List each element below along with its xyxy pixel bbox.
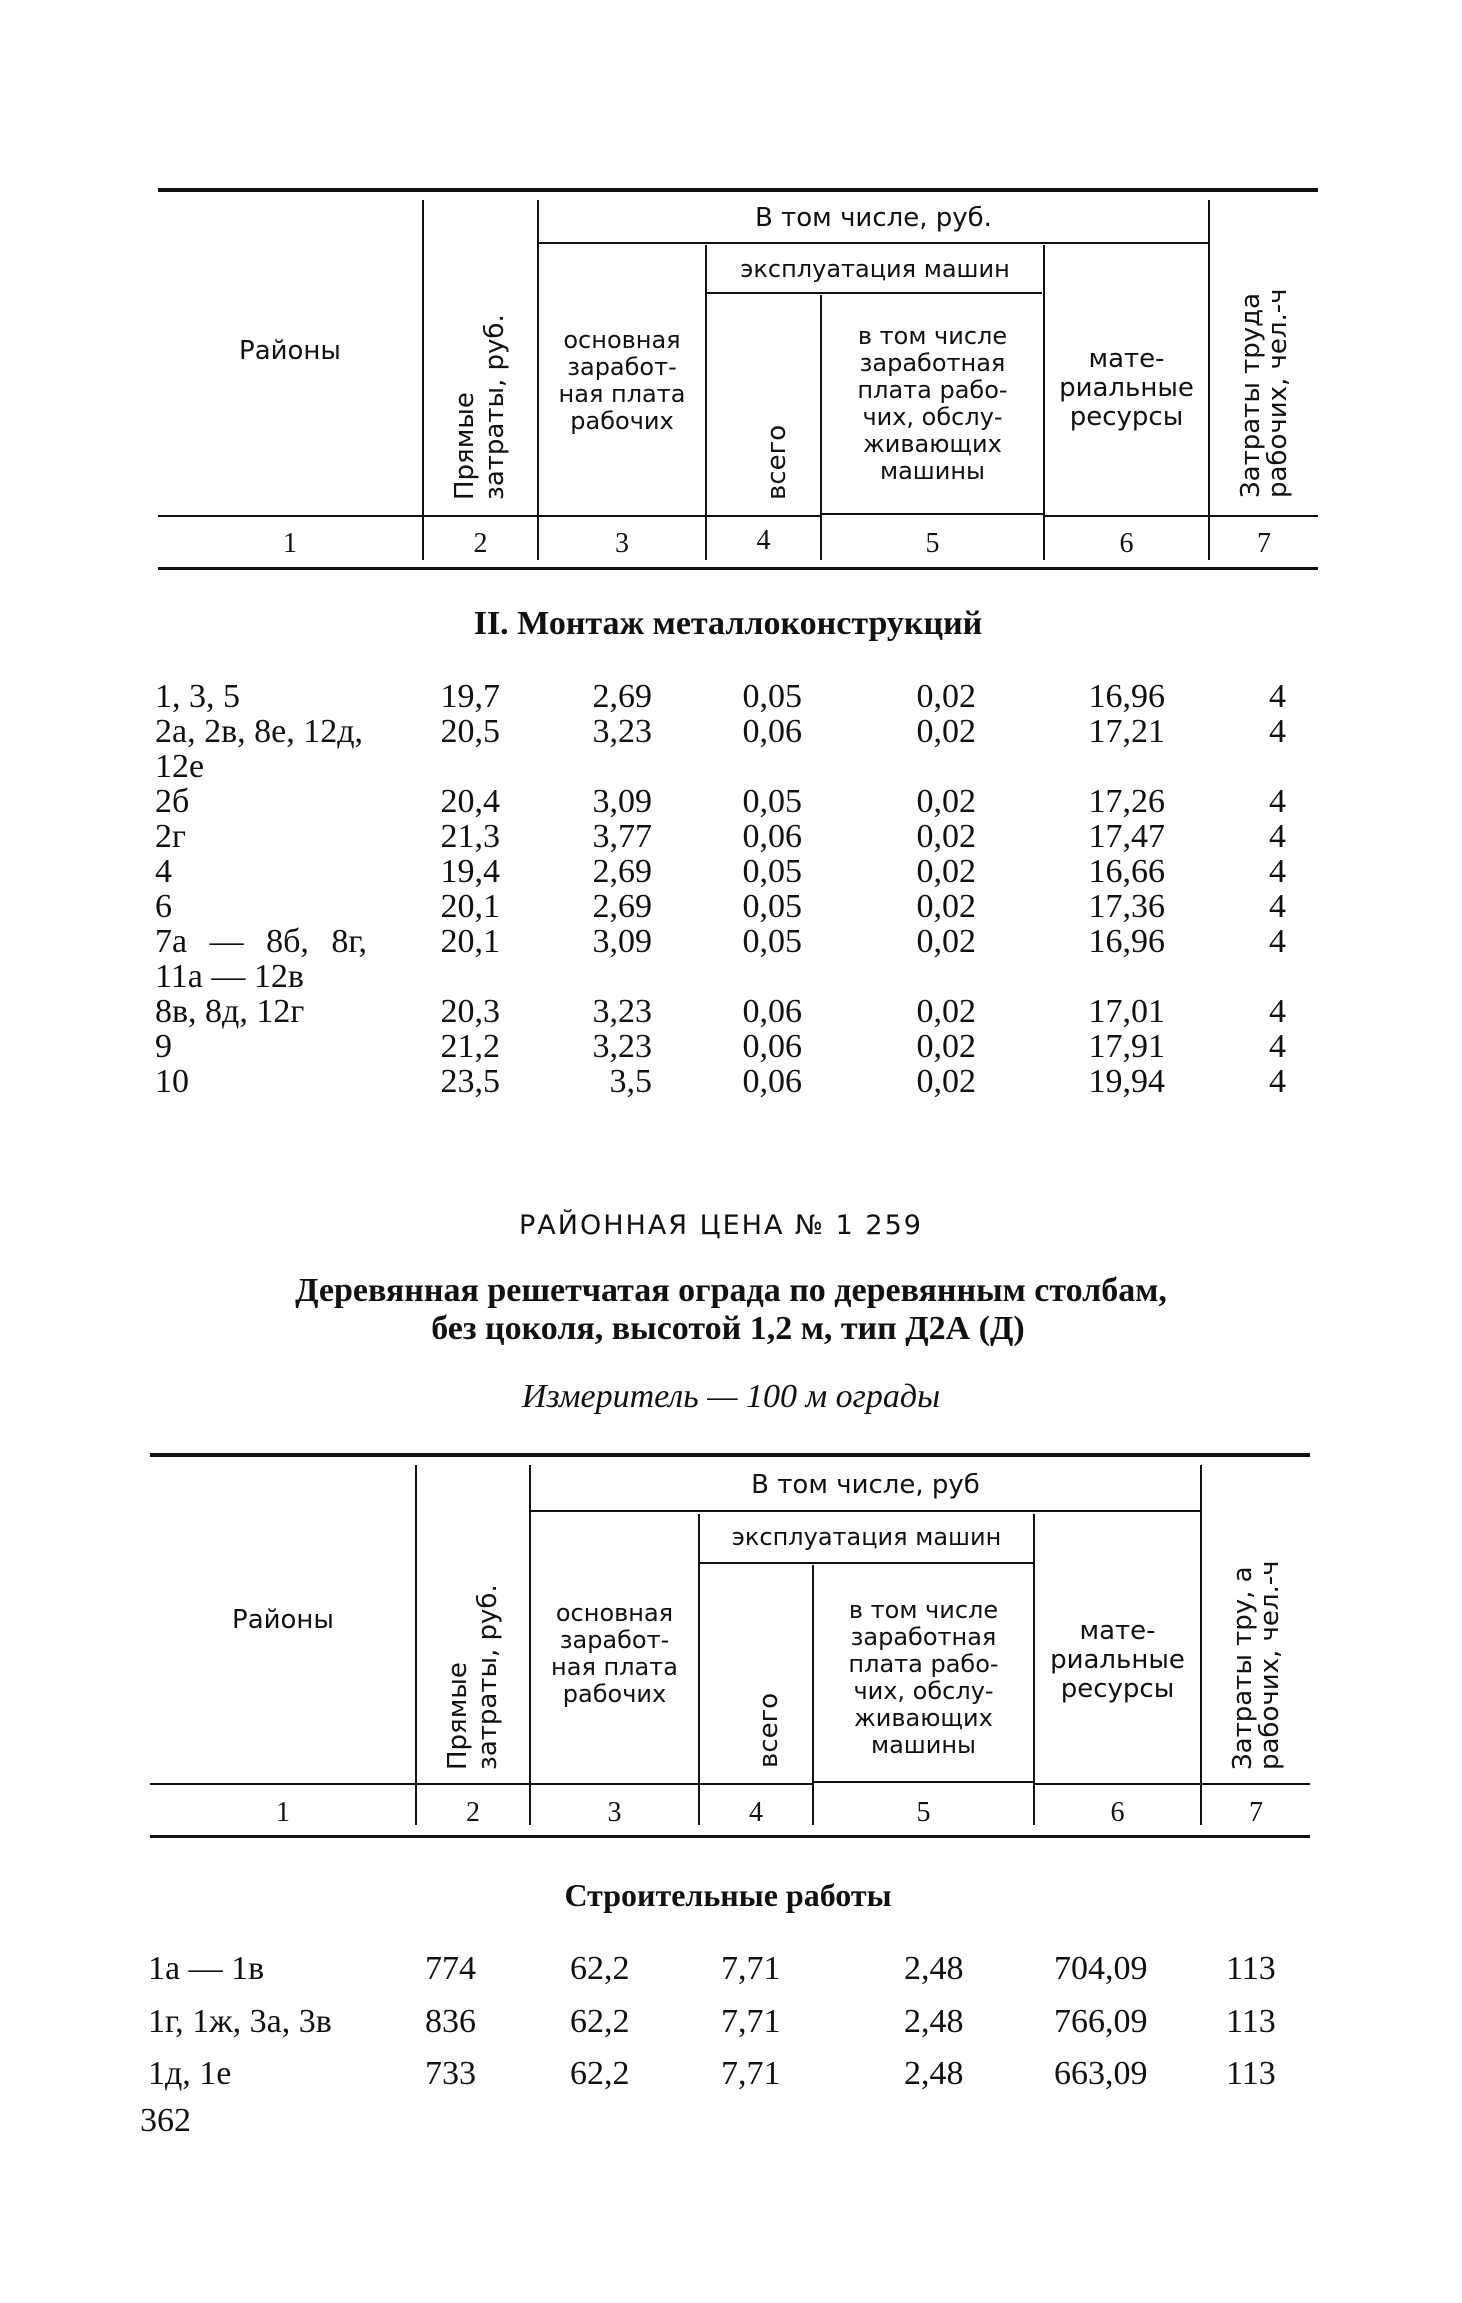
header-vsego: всего xyxy=(762,424,792,500)
cell-materialnye: 16,96 xyxy=(1088,923,1165,960)
cell-materialnye: 19,94 xyxy=(1088,1063,1165,1100)
col2-num-2: 2 xyxy=(466,1797,480,1828)
cell-zatraty-truda: 4 xyxy=(1269,783,1286,820)
cell-rayon: 1д, 1е xyxy=(148,2055,232,2092)
cell-osnovnaya: 62,2 xyxy=(570,1950,630,1987)
cell-materialnye: 17,47 xyxy=(1088,818,1165,855)
cell-vsego: 0,06 xyxy=(742,1063,802,1100)
cell-vsego: 0,05 xyxy=(742,783,802,820)
header2-vsego: всего xyxy=(754,1692,784,1768)
table-row xyxy=(0,678,1462,714)
cell-materialnye: 17,21 xyxy=(1088,713,1165,750)
cell-pryamye: 20,1 xyxy=(440,888,500,925)
cell-osnovnaya: 3,09 xyxy=(592,783,652,820)
cell-zatraty-truda: 4 xyxy=(1269,1063,1286,1100)
header2-ekspluatatsiya: эксплуатация машин xyxy=(731,1523,1002,1551)
cell-osnovnaya: 3,23 xyxy=(592,1028,652,1065)
cell-rayon-cont: 12е xyxy=(155,748,205,785)
cell-rayon: 2г xyxy=(155,818,186,855)
table-row xyxy=(0,853,1462,889)
header-v-tom-chisle-zarplata: в том числе заработная плата рабо- чих, обслу- живающих машины xyxy=(857,322,1008,485)
cell-pryamye: 20,3 xyxy=(440,993,500,1030)
cell-pryamye: 21,3 xyxy=(440,818,500,855)
table-row-continuation xyxy=(0,748,1462,784)
cell-zatraty-truda: 113 xyxy=(1226,2055,1276,2092)
cell-vsego: 0,06 xyxy=(742,1028,802,1065)
cell-pryamye: 774 xyxy=(425,1950,476,1987)
cell-pryamye: 836 xyxy=(425,2003,476,2040)
cell-pryamye: 20,4 xyxy=(440,783,500,820)
cell-zatraty-truda: 113 xyxy=(1226,1950,1276,1987)
cell-zatraty-truda: 113 xyxy=(1226,2003,1276,2040)
cell-rayon: 6 xyxy=(155,888,172,925)
cell-pryamye: 23,5 xyxy=(440,1063,500,1100)
col-num-7: 7 xyxy=(1257,528,1271,559)
cell-osnovnaya: 2,69 xyxy=(592,678,652,715)
col-num-6: 6 xyxy=(1119,528,1134,559)
cell-materialnye: 17,26 xyxy=(1088,783,1165,820)
cell-zarplata-mashin: 2,48 xyxy=(904,2003,964,2040)
cell-zatraty-truda: 4 xyxy=(1269,678,1286,715)
cell-zatraty-truda: 4 xyxy=(1269,818,1286,855)
cell-rayon: 7а — 8б, 8г, xyxy=(155,923,367,960)
cell-rayon: 4 xyxy=(155,853,172,890)
cell-zarplata-mashin: 0,02 xyxy=(916,888,976,925)
header-v-tom-chisle: В том числе, руб. xyxy=(755,203,992,233)
col2-num-5: 5 xyxy=(916,1797,931,1828)
price-title-line2: без цоколя, высотой 1,2 м, тип Д2А (Д) xyxy=(431,1310,1025,1347)
cell-materialnye: 17,36 xyxy=(1088,888,1165,925)
cell-zarplata-mashin: 0,02 xyxy=(916,853,976,890)
header2-v-tom-chisle-zarplata: в том числе заработная плата рабо- чих, обслу- живающих машины xyxy=(848,1596,999,1759)
cell-rayon: 2б xyxy=(155,783,190,820)
cell-zarplata-mashin: 2,48 xyxy=(904,1950,964,1987)
header2-materialnye: мате- риальные ресурсы xyxy=(1050,1616,1185,1704)
cell-vsego: 7,71 xyxy=(721,2055,781,2092)
col-num-4: 4 xyxy=(756,525,771,556)
cell-pryamye: 19,4 xyxy=(440,853,500,890)
cell-vsego: 0,05 xyxy=(742,678,802,715)
cell-materialnye: 704,09 xyxy=(1054,1950,1148,1987)
cell-zarplata-mashin: 0,02 xyxy=(916,713,976,750)
cell-vsego: 0,06 xyxy=(742,993,802,1030)
table-row-continuation xyxy=(0,958,1462,994)
cell-pryamye: 19,7 xyxy=(440,678,500,715)
cell-rayon: 1г, 1ж, 3а, 3в xyxy=(148,2003,332,2040)
page-number: 362 xyxy=(140,2102,191,2139)
cell-vsego: 7,71 xyxy=(721,2003,781,2040)
price-measure: Измеритель — 100 м ограды xyxy=(521,1378,941,1415)
cell-rayon: 2а, 2в, 8е, 12д, xyxy=(155,713,364,750)
header-pryamye: Прямые затраты, руб. xyxy=(450,314,510,500)
cell-zatraty-truda: 4 xyxy=(1269,1028,1286,1065)
cell-materialnye: 766,09 xyxy=(1054,2003,1148,2040)
cell-vsego: 0,05 xyxy=(742,923,802,960)
header-materialnye: мате- риальные ресурсы xyxy=(1059,344,1194,432)
col-num-1: 1 xyxy=(283,528,297,559)
header2-rayony: Районы xyxy=(232,1605,334,1635)
cell-pryamye: 733 xyxy=(425,2055,476,2092)
cell-zarplata-mashin: 0,02 xyxy=(916,678,976,715)
cell-rayon-cont: 11а — 12в xyxy=(155,958,304,995)
cell-materialnye: 17,91 xyxy=(1088,1028,1165,1065)
header2-zatraty-truda: Затраты тру, а рабочих, чел.-ч xyxy=(1228,1560,1285,1770)
price-label: РАЙОННАЯ ЦЕНА № 1 259 xyxy=(519,1210,923,1241)
cell-vsego: 0,05 xyxy=(742,853,802,890)
cell-pryamye: 21,2 xyxy=(440,1028,500,1065)
cell-zatraty-truda: 4 xyxy=(1269,853,1286,890)
cell-osnovnaya: 2,69 xyxy=(592,888,652,925)
cell-zatraty-truda: 4 xyxy=(1269,713,1286,750)
header-rayony: Районы xyxy=(239,336,341,366)
cell-zarplata-mashin: 0,02 xyxy=(916,1028,976,1065)
cell-rayon: 10 xyxy=(155,1063,189,1100)
cell-zarplata-mashin: 0,02 xyxy=(916,993,976,1030)
cell-zarplata-mashin: 2,48 xyxy=(904,2055,964,2092)
col-num-5: 5 xyxy=(925,528,940,559)
header2-pryamye: Прямые затраты, руб. xyxy=(443,1584,503,1770)
cell-pryamye: 20,1 xyxy=(440,923,500,960)
header2-v-tom-chisle: В том числе, руб xyxy=(751,1470,980,1500)
cell-zarplata-mashin: 0,02 xyxy=(916,1063,976,1100)
cell-osnovnaya: 3,77 xyxy=(592,818,652,855)
cell-vsego: 0,06 xyxy=(742,818,802,855)
table-row xyxy=(0,713,1462,749)
table-row xyxy=(0,1063,1462,1099)
cell-materialnye: 16,96 xyxy=(1088,678,1165,715)
cell-zatraty-truda: 4 xyxy=(1269,888,1286,925)
cell-osnovnaya: 3,23 xyxy=(592,713,652,750)
col2-num-1: 1 xyxy=(276,1797,290,1828)
col2-num-4: 4 xyxy=(749,1797,763,1828)
header-osnovnaya: основная заработ- ная плата рабочих xyxy=(558,326,686,435)
col-num-2: 2 xyxy=(473,528,488,559)
table-row xyxy=(0,888,1462,924)
table-row xyxy=(0,783,1462,819)
col2-num-3: 3 xyxy=(607,1797,622,1828)
table-row xyxy=(0,923,1462,959)
section2-title: Строительные работы xyxy=(564,1877,892,1913)
cell-zatraty-truda: 4 xyxy=(1269,923,1286,960)
header-zatraty-truda: Затраты труда рабочих, чел.-ч xyxy=(1236,288,1293,498)
col2-num-7: 7 xyxy=(1249,1797,1263,1828)
table-row xyxy=(0,993,1462,1029)
header-ekspluatatsiya: эксплуатация машин xyxy=(740,255,1010,283)
cell-rayon: 1, 3, 5 xyxy=(155,678,240,715)
cell-rayon: 9 xyxy=(155,1028,172,1065)
cell-vsego: 0,05 xyxy=(742,888,802,925)
table-row xyxy=(0,818,1462,854)
cell-osnovnaya: 62,2 xyxy=(570,2055,630,2092)
cell-materialnye: 16,66 xyxy=(1088,853,1165,890)
section1-title: II. Монтаж металлоконструкций xyxy=(473,605,983,642)
cell-osnovnaya: 62,2 xyxy=(570,2003,630,2040)
header2-osnovnaya: основная заработ- ная плата рабочих xyxy=(551,1599,678,1708)
cell-osnovnaya: 3,5 xyxy=(609,1063,652,1100)
cell-materialnye: 17,01 xyxy=(1088,993,1165,1030)
cell-rayon: 1а — 1в xyxy=(148,1950,265,1987)
cell-vsego: 0,06 xyxy=(742,713,802,750)
cell-osnovnaya: 3,09 xyxy=(592,923,652,960)
col2-num-6: 6 xyxy=(1110,1797,1125,1828)
table-row xyxy=(0,1028,1462,1064)
cell-zarplata-mashin: 0,02 xyxy=(916,783,976,820)
cell-osnovnaya: 2,69 xyxy=(592,853,652,890)
cell-materialnye: 663,09 xyxy=(1054,2055,1148,2092)
cell-zarplata-mashin: 0,02 xyxy=(916,818,976,855)
price-title-line1: Деревянная решетчатая ограда по деревянным столбам, xyxy=(295,1272,1167,1309)
col-num-3: 3 xyxy=(615,528,629,559)
cell-zarplata-mashin: 0,02 xyxy=(916,923,976,960)
cell-vsego: 7,71 xyxy=(721,1950,781,1987)
cell-osnovnaya: 3,23 xyxy=(592,993,652,1030)
cell-zatraty-truda: 4 xyxy=(1269,993,1286,1030)
cell-pryamye: 20,5 xyxy=(440,713,500,750)
cell-rayon: 8в, 8д, 12г xyxy=(155,993,305,1030)
